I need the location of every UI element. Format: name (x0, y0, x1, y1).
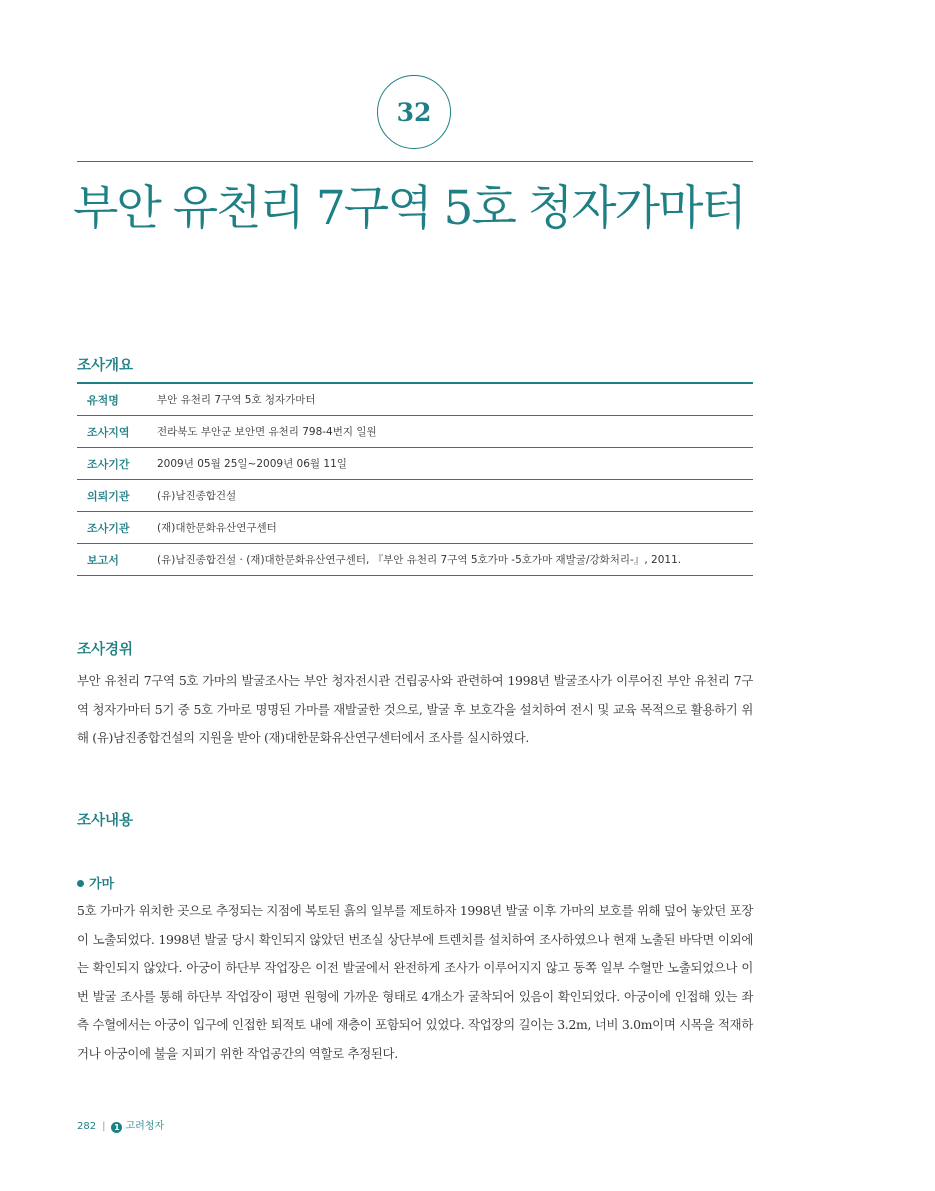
title-divider (77, 161, 753, 162)
row-label-location: 조사지역 (87, 425, 130, 439)
overview-heading: 조사개요 (77, 358, 134, 374)
row-label-site-name: 유적명 (87, 393, 119, 407)
row-label-report: 보고서 (87, 553, 119, 567)
row-label-client: 의뢰기관 (87, 489, 130, 503)
contents-heading: 조사내용 (77, 813, 134, 829)
background-paragraph: 부안 유천리 7구역 5호 가마의 발굴조사는 부안 청자전시관 건립공사와 관련하여 1998년 발굴조사가 이루어진 부안 유천리 7구역 청자가마터 5기 중 5호 가마로 명명된 가마를 재발굴한 것으로, 발굴 후 보호각을 설치하여 전시 및 교육 목적으로 활용하기 위해 (유)남진종합건설의 지원을 받아 (재)대한문화유산연구센터에서 조사를 실시하였다. (77, 673, 753, 745)
kiln-subheading-label: 가마 (89, 877, 115, 892)
page-footer (77, 1117, 164, 1133)
table-row (77, 512, 753, 544)
contents-paragraph: 5호 가마가 위치한 곳으로 추정되는 지점에 복토된 흙의 일부를 제토하자 1998년 발굴 이후 가마의 보호를 위해 덮어 놓았던 포장이 노출되었다. 1998년 발굴 당시 확인되지 않았던 번조실 상단부에 트렌치를 설치하여 조사하였으나 현재 노출된 바닥면 이외에는 확인되지 않았다. 아궁이 하단부 작업장은 이전 발굴에서 완전하게 조사가 이루어지지 않고 동쪽 일부 수혈만 노출되었으나 이번 발굴 조사를 통해 하단부 작업장이 평면 원형에 가까운 형태로 4개소가 굴착되어 있음이 확인되었다. 아궁이에 인접해 있는 좌측 수혈에서는 아궁이 입구에 인접한 퇴적토 내에 재층이 포함되어 있었다. 작업장의 길이는 3.2m, 너비 3.0m이며 시목을 적재하거나 아궁이에 불을 지피기 위한 작업공간의 역할로 추정된다. (77, 903, 753, 1061)
table-row (77, 448, 753, 480)
row-value-institution: (재)대한문화유산연구센터 (157, 512, 753, 544)
table-row (77, 544, 753, 576)
table-row (77, 416, 753, 448)
background-heading: 조사경위 (77, 642, 134, 658)
row-value-site-name: 부안 유천리 7구역 5호 청자가마터 (157, 383, 753, 416)
table-row (77, 383, 753, 416)
table-row (77, 480, 753, 512)
overview-table (77, 382, 753, 576)
page-number: 282 (77, 1121, 97, 1132)
row-label-institution: 조사기관 (87, 521, 130, 535)
row-value-period: 2009년 05월 25일~2009년 06월 11일 (157, 448, 753, 480)
chapter-number: 32 (396, 97, 432, 127)
row-value-client: (유)남진종합건설 (157, 480, 753, 512)
chapter-number-badge (377, 75, 451, 149)
footer-chapter-title: 고려청자 (125, 1121, 165, 1132)
row-label-period: 조사기간 (87, 457, 130, 471)
bullet-icon (77, 880, 84, 887)
footer-separator: | (102, 1121, 106, 1132)
chapter-badge-icon: 1 (111, 1122, 122, 1133)
page-title: 부안 유천리 7구역 5호 청자가마터 (73, 181, 745, 236)
row-value-report: (유)남진종합건설 · (재)대한문화유산연구센터, 『부안 유천리 7구역 5호가마 -5호가마 재발굴/강화처리-』, 2011. (157, 544, 753, 576)
row-value-location: 전라북도 부안군 보안면 유천리 798-4번지 일원 (157, 416, 753, 448)
kiln-subheading (77, 873, 114, 892)
